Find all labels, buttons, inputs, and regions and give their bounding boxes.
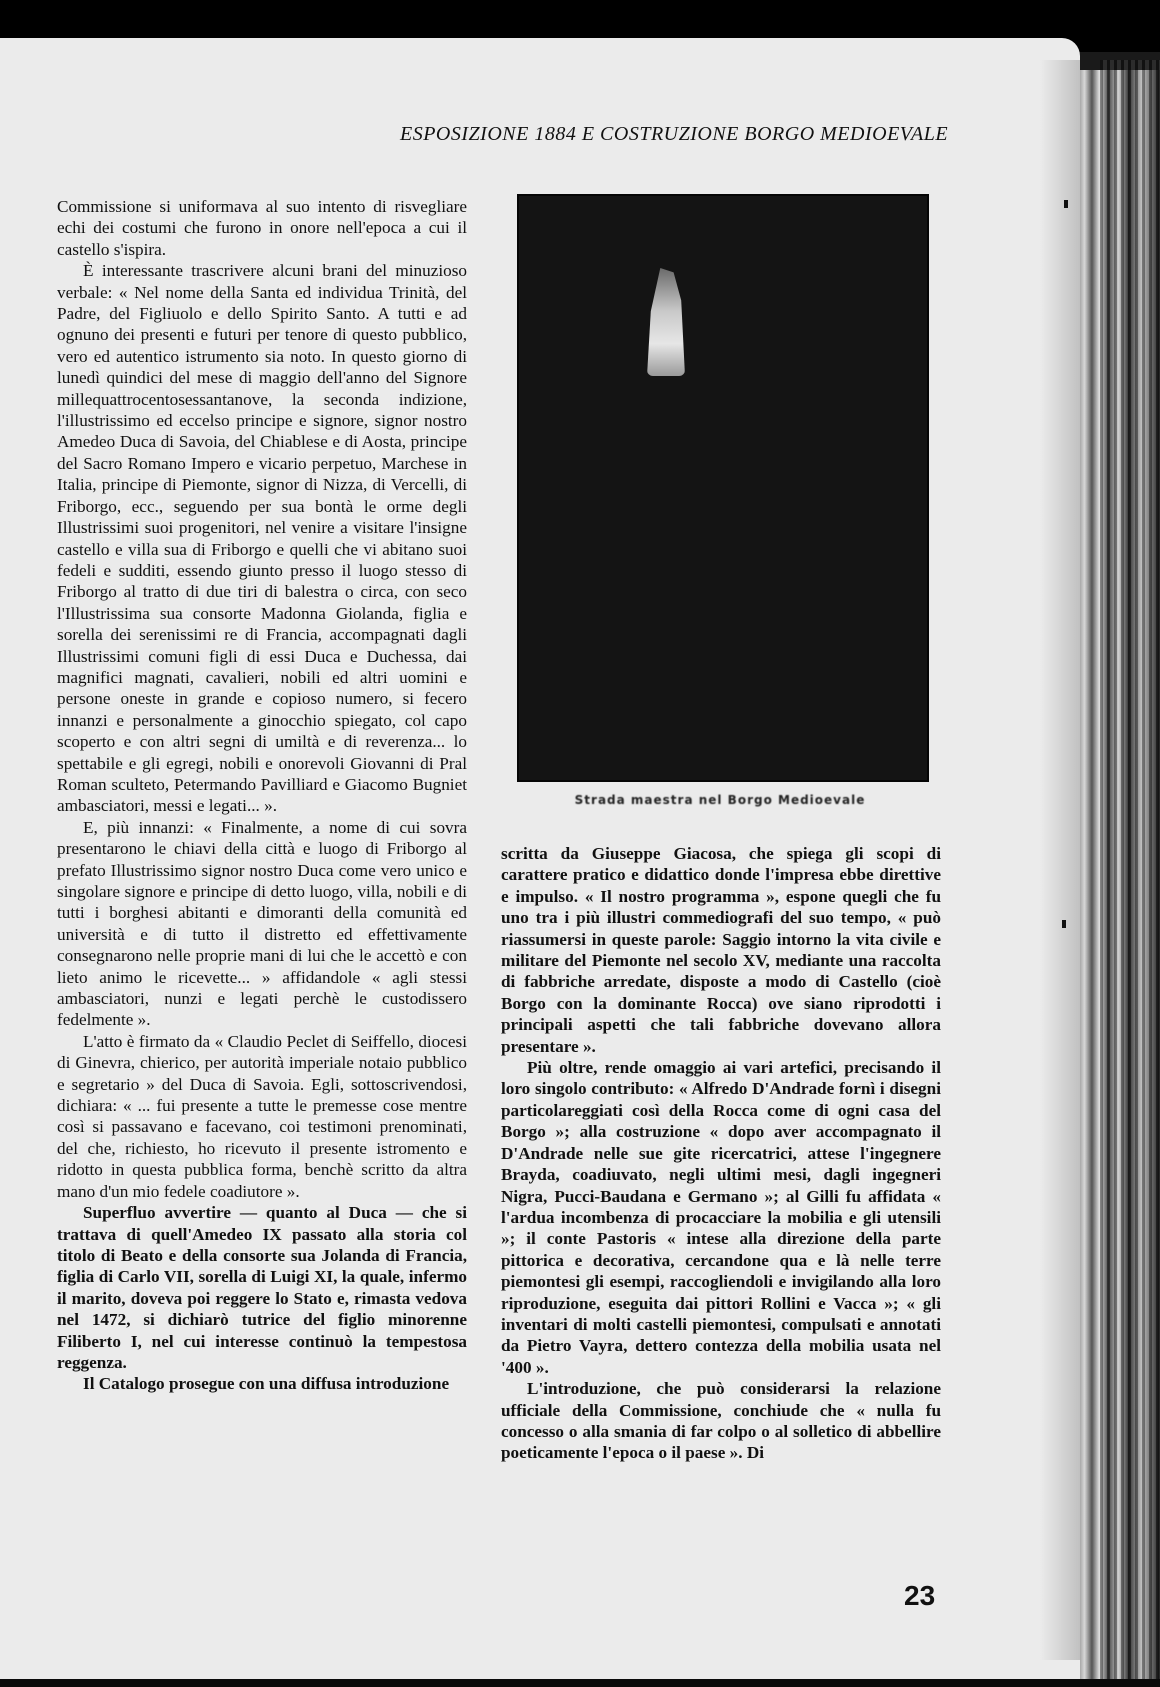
paragraph: scritta da Giuseppe Giacosa, che spiega gli scopi di carattere pratico e didattico donde l'impresa ebbe direttive e impulso. « Il nostro programma », espone quegli che fu uno tra i più illustri commediografi del suo tempo, « può riassumersi in queste parole: Saggio intorno la vita civile e militare del Piemonte nel secolo XV, mediante una raccolta di fabbriche arredate, disposte a modo di Castello (cioè Borgo con la dominante Rocca) ove siano riprodotti i principali aspetti che tali fabbriche dovevano allora presentare ». (501, 844, 941, 1056)
spine-shadow (1100, 60, 1160, 1687)
scan-border-bottom (0, 1679, 1160, 1687)
street-photograph (517, 194, 929, 782)
running-head: ESPOSIZIONE 1884 E COSTRUZIONE BORGO MEDIOEVALE (400, 123, 949, 145)
margin-mark (1064, 200, 1068, 208)
paragraph: L'introduzione, che può considerarsi la relazione ufficiale della Commissione, conchiude che « nulla fu concesso o alla smania di far colpo o al solletico di abbellire poeticamente l'epoca o il paese ». Di (501, 1379, 941, 1463)
paragraph: È interessante trascrivere alcuni brani del minuzioso verbale: « Nel nome della Santa ed individua Trinità, del Padre, del Figliuolo e dello Spirito Santo. A tutti e ad ognuno dei presenti e futuri per tenore di questo pubblico, vero ed autentico istrumento sia noto. In questo giorno di lunedì quindici del mese di maggio dell'anno del Signore millequattrocentosessantanove, la seconda indizione, l'illustrissimo ed eccelso principe e signore, signor nostro Amedeo Duca di Savoia, del Chiablese e di Aosta, principe del Sacro Romano Impero e vicario perpetuo, Marchese in Italia, principe di Piemonte, signor di Nizza, di Vercelli, di Friborgo, ecc., seguendo per sua bontà le orme degli Illustrissimi suoi progenitori, nel venire a visitare l'insigne castello e villa sua di Friborgo e quelli che vi abitano suoi fedeli e sudditi, essendo giunto presso il luogo stesso di Friborgo al tratto di due tiri di balestra o circa, con seco l'Illustrissima sua consorte Madonna Giolanda, figlia e sorella dei serenissimi re di Francia, accompagnati dagli Illustrissimi comuni figli di essi Duca e Duchessa, dai magnifici magnati, cavalieri, nobili ed altri uomini e persone oneste in grande e copioso numero, si fecero innanzi e personalmente a ginocchio spiegato, col capo scoperto e con altri segni di umiltà e di reverenza... lo spettabile e gli egregi, nobili e onorevoli Giovanni di Pral Roman sculteto, Petermando Pavilliard e Giacomo Bugniet ambasciatori, messi e legati... ». (57, 261, 467, 816)
paragraph: L'atto è firmato da « Claudio Peclet di Seiffello, diocesi di Ginevra, chierico, per autorità imperiale notaio pubblico e segretario » del Duca di Savoia. Egli, sottoscrivendosi, dichiara: « ... fui presente a tutte le premesse cose mentre così si passavano e facevano, coi testimoni prenominati, del che, richiesto, ho ricevuto il presente istromento e ridotto in questa pubblica forma, benchè scritto da altra mano d'un mio fedele coadiutore ». (57, 1031, 467, 1201)
right-column (501, 843, 941, 1464)
left-column (57, 196, 467, 1395)
margin-mark (1062, 920, 1066, 928)
paragraph: Il Catalogo prosegue con una diffusa introduzione (83, 1374, 450, 1394)
page-number: 23 (904, 1580, 936, 1611)
page-curve-shade (1040, 60, 1080, 1660)
paragraph: Superfluo avvertire — quanto al Duca — che si trattava di quell'Amedeo IX passato alla storia col titolo di Beato e della consorte sua Jolanda di Francia, figlia di Carlo VII, sorella di Luigi XI, la quale, infermo il marito, doveva poi reggere lo Stato e, rimasta vedova nel 1472, si dichiarò tutrice del figlio minorenne Filiberto I, nel cui interesse continuò la tempestosa reggenza. (57, 1203, 467, 1372)
paragraph: Più oltre, rende omaggio ai vari artefici, precisando il loro singolo contributo: « Alfredo D'Andrade fornì i disegni particolareggiati così della Rocca come di ogni casa del Borgo »; alla costruzione « dopo aver accompagnato il D'Andrade nelle sue gite ricercatrici, attese l'ingegnere Brayda, coadiuvato, negli ultimi mesi, dagli ingegneri Nigra, Pucci-Baudana e Germano »; al Gilli fu affidata « l'ardua incombenza di procacciare la mobilia e gli utensili »; il conte Pastoris « intese alla direzione della parte pittorica e decorativa, cercandone qua e là nelle terre piemontesi gli esempi, raccogliendoli e invigilando alla loro riproduzione, eseguita dai pittori Rollini e Vacca »; « gli inventari di molti castelli piemontesi, compulsati e annotati da Pietro Vayra, dettero contezza della mobilia usata nel '400 ». (501, 1058, 941, 1377)
photo-light-figure (647, 268, 685, 376)
paragraph: E, più innanzi: « Finalmente, a nome di cui sovra presentarono le chiavi della città e luogo di Friborgo al prefato Illustrissimo signor nostro Duca come vero unico e singolare signore e principe di detto luogo, villa, nobili e di tutti i borghesi abitanti e dimoranti della comunità ed università e di tutto il distretto ed effettivamente consegnarono nelle proprie mani di lui che le accettò e con lieto animo le ricevette... » affidandole « agli stessi ambasciatori, nunzi e legati perchè le custodissero fedelmente ». (57, 817, 467, 1030)
paragraph: Commissione si uniformava al suo intento di risvegliare echi dei costumi che furono in onore nell'epoca a cui il castello s'ispira. (57, 197, 467, 259)
photo-caption: Strada maestra nel Borgo Medioevale (574, 793, 866, 807)
